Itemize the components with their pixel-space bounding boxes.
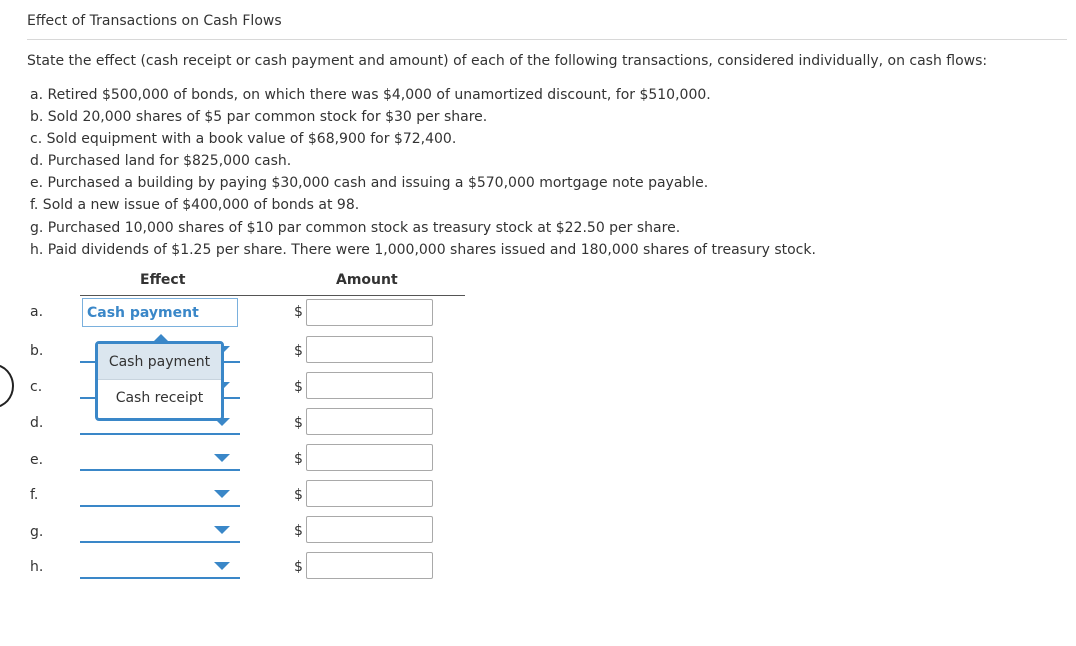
instructions-text: State the effect (cash receipt or cash payment and amount) of each of the following transactions, considered individually, on cash flows:: [27, 53, 988, 69]
effect-dropdown-f[interactable]: [80, 479, 240, 507]
transaction-item: f. Sold a new issue of $400,000 of bonds at 98.: [30, 197, 360, 213]
dropdown-pointer-icon: [154, 334, 168, 341]
answer-row-b: [0, 335, 470, 365]
row-letter: b.: [30, 343, 44, 359]
transaction-item: a. Retired $500,000 of bonds, on which there was $4,000 of unamortized discount, for $510,000.: [30, 87, 711, 103]
effect-dropdown-h[interactable]: [80, 551, 240, 579]
effect-dropdown-e[interactable]: [80, 443, 240, 471]
dollar-sign: $: [294, 559, 303, 575]
chevron-down-icon: [214, 562, 230, 570]
amount-input-g[interactable]: [306, 516, 433, 543]
transaction-item: c. Sold equipment with a book value of $68,900 for $72,400.: [30, 131, 457, 147]
title-divider: [27, 39, 1067, 40]
transaction-item: e. Purchased a building by paying $30,000 cash and issuing a $570,000 mortgage note payable.: [30, 175, 709, 191]
answer-row-a: [0, 298, 470, 328]
dollar-sign: $: [294, 451, 303, 467]
row-letter: e.: [30, 452, 44, 468]
amount-input-c[interactable]: [306, 372, 433, 399]
row-letter: c.: [30, 379, 43, 395]
transaction-item: h. Paid dividends of $1.25 per share. There were 1,000,000 shares issued and 180,000 shares of treasury stock.: [30, 242, 816, 258]
row-letter: h.: [30, 559, 44, 575]
answer-row-e: [0, 443, 470, 473]
chevron-down-icon: [214, 526, 230, 534]
dropdown-option-cash-payment[interactable]: Cash payment: [98, 344, 221, 380]
row-letter: d.: [30, 415, 44, 431]
answer-row-c: [0, 371, 470, 401]
amount-input-a[interactable]: [306, 299, 433, 326]
effect-column-header: Effect: [140, 272, 186, 288]
dollar-sign: $: [294, 379, 303, 395]
row-letter: g.: [30, 524, 44, 540]
chevron-down-icon: [214, 454, 230, 462]
amount-column-header: Amount: [336, 272, 398, 288]
effect-dropdown-menu: [95, 341, 224, 421]
transaction-item: d. Purchased land for $825,000 cash.: [30, 153, 292, 169]
amount-input-e[interactable]: [306, 444, 433, 471]
dollar-sign: $: [294, 304, 303, 320]
page-title: Effect of Transactions on Cash Flows: [27, 13, 282, 29]
effect-selected-value: Cash payment: [87, 305, 199, 321]
amount-input-d[interactable]: [306, 408, 433, 435]
dollar-sign: $: [294, 415, 303, 431]
header-divider: [80, 295, 465, 296]
effect-dropdown-g[interactable]: [80, 515, 240, 543]
effect-dropdown-a[interactable]: [82, 298, 238, 327]
dollar-sign: $: [294, 343, 303, 359]
amount-input-b[interactable]: [306, 336, 433, 363]
transaction-list: [30, 84, 816, 261]
answer-row-f: [0, 479, 470, 509]
transaction-item: g. Purchased 10,000 shares of $10 par common stock as treasury stock at $22.50 per share.: [30, 220, 681, 236]
amount-input-h[interactable]: [306, 552, 433, 579]
transaction-item: b. Sold 20,000 shares of $5 par common stock for $30 per share.: [30, 109, 488, 125]
dollar-sign: $: [294, 523, 303, 539]
dollar-sign: $: [294, 487, 303, 503]
answer-row-g: [0, 515, 470, 545]
row-letter: a.: [30, 304, 44, 320]
dropdown-option-cash-receipt[interactable]: Cash receipt: [115, 390, 204, 406]
answer-row-d: [0, 407, 470, 437]
chevron-down-icon: [214, 490, 230, 498]
amount-input-f[interactable]: [306, 480, 433, 507]
row-letter: f.: [30, 487, 39, 503]
answer-row-h: [0, 551, 470, 581]
